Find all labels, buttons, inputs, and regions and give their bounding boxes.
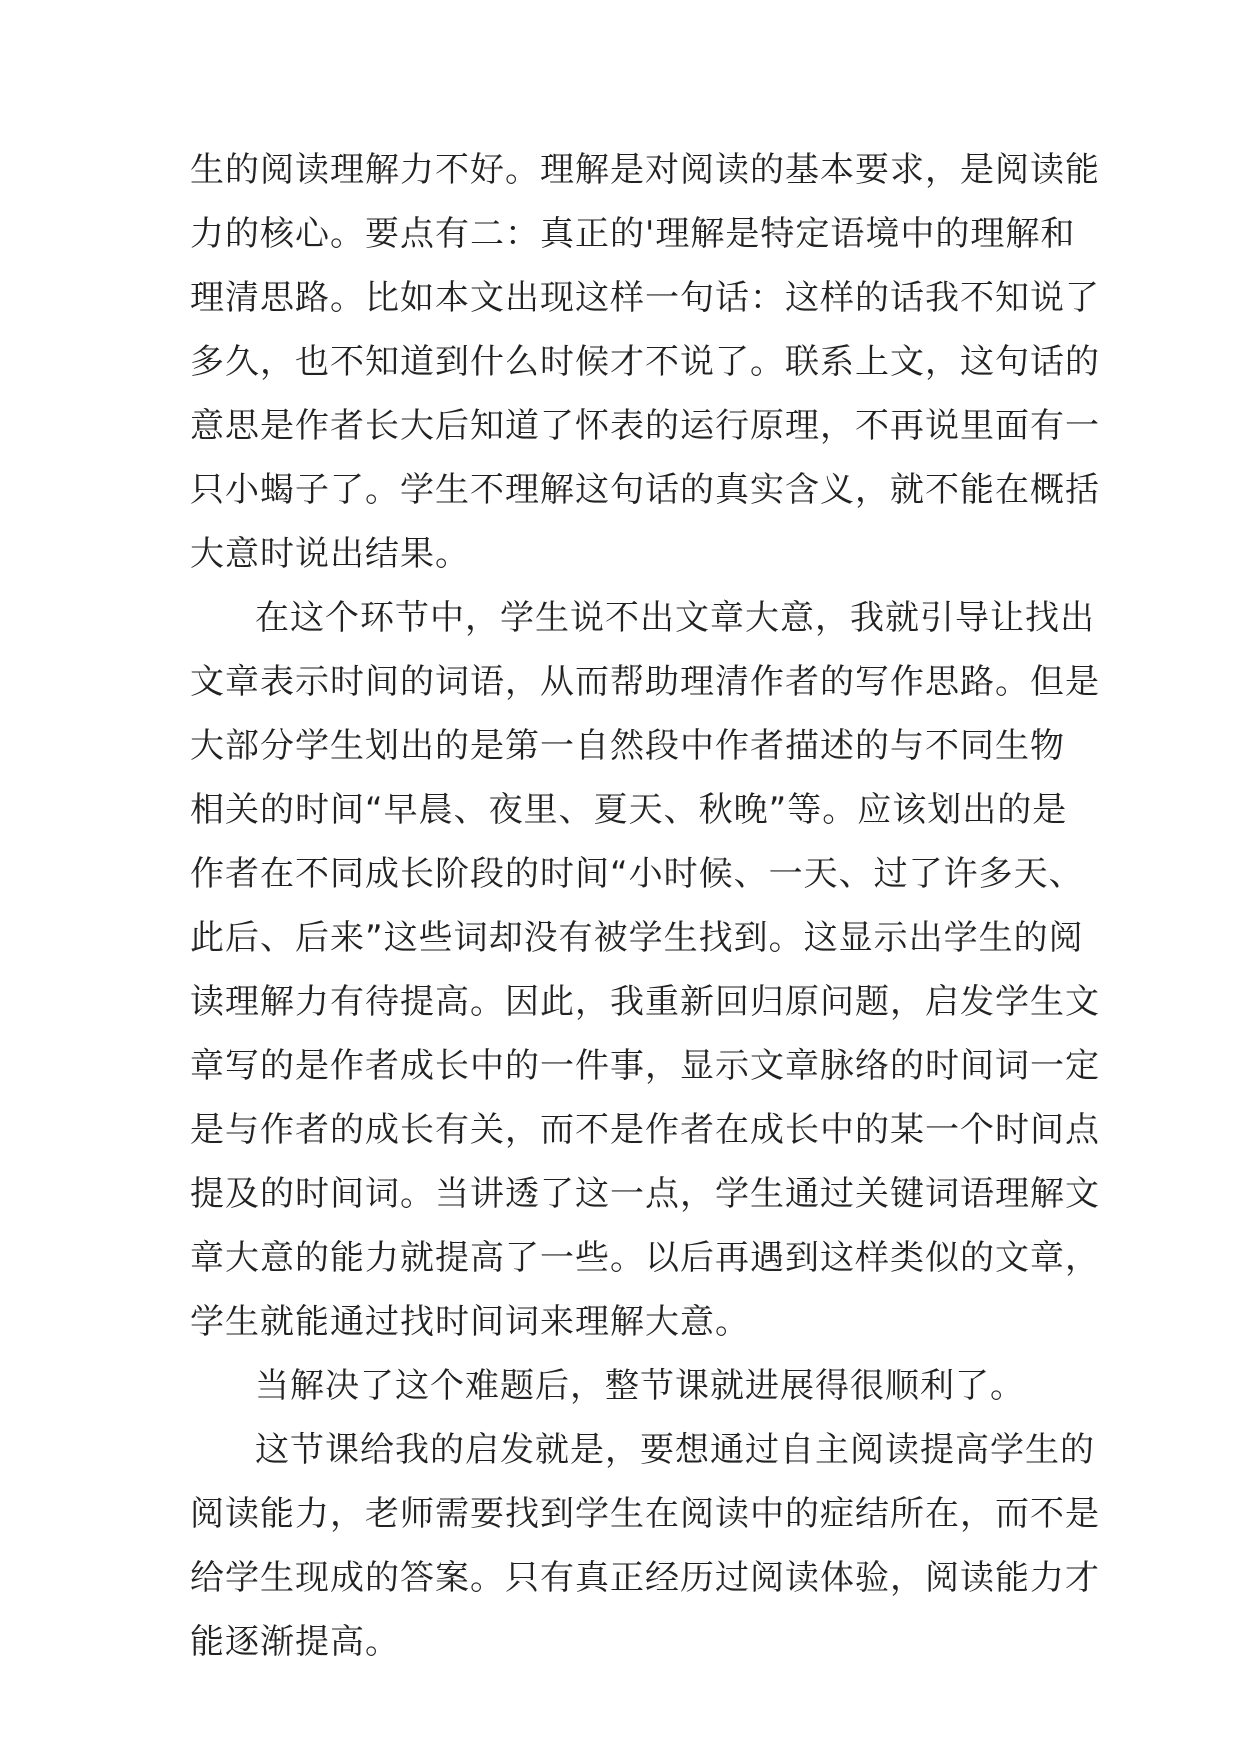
text-line: 是与作者的成长有关，而不是作者在成长中的某一个时间点 <box>190 1110 1100 1150</box>
text-line: 能逐渐提高。 <box>190 1622 400 1662</box>
text-line: 章写的是作者成长中的一件事，显示文章脉络的时间词一定 <box>190 1046 1100 1086</box>
text-line: 只小蝎子了。学生不理解这句话的真实含义，就不能在概括 <box>190 470 1100 510</box>
text-line: 力的核心。要点有二：真正的'理解是特定语境中的理解和 <box>190 214 1076 254</box>
text-line: 学生就能通过找时间词来理解大意。 <box>190 1302 750 1342</box>
text-line: 阅读能力，老师需要找到学生在阅读中的症结所在，而不是 <box>190 1494 1100 1534</box>
text-line: 理清思路。比如本文出现这样一句话：这样的话我不知说了 <box>190 278 1100 318</box>
text-line: 作者在不同成长阶段的时间“小时候、一天、过了许多天、 <box>190 854 1084 894</box>
text-line: 读理解力有待提高。因此，我重新回归原问题，启发学生文 <box>190 982 1100 1022</box>
text-line: 给学生现成的答案。只有真正经历过阅读体验，阅读能力才 <box>190 1558 1100 1598</box>
text-line: 生的阅读理解力不好。理解是对阅读的基本要求，是阅读能 <box>190 150 1100 190</box>
text-line: 文章表示时间的词语，从而帮助理清作者的写作思路。但是 <box>190 662 1100 702</box>
text-line: 章大意的能力就提高了一些。以后再遇到这样类似的文章， <box>190 1238 1100 1278</box>
text-line: 相关的时间“早晨、夜里、夏天、秋晚”等。应该划出的是 <box>190 790 1068 830</box>
paragraph-first-line: 这节课给我的启发就是，要想通过自主阅读提高学生的 <box>255 1430 1095 1470</box>
text-line: 大意时说出结果。 <box>190 534 470 574</box>
text-line: 大部分学生划出的是第一自然段中作者描述的与不同生物 <box>190 726 1065 766</box>
paragraph-first-line: 在这个环节中，学生说不出文章大意，我就引导让找出 <box>255 598 1095 638</box>
text-line: 提及的时间词。当讲透了这一点，学生通过关键词语理解文 <box>190 1174 1100 1214</box>
text-line: 此后、后来”这些词却没有被学生找到。这显示出学生的阅 <box>190 918 1084 958</box>
text-line: 多久，也不知道到什么时候才不说了。联系上文，这句话的 <box>190 342 1100 382</box>
text-line: 意思是作者长大后知道了怀表的运行原理，不再说里面有一 <box>190 406 1100 446</box>
paragraph-first-line: 当解决了这个难题后，整节课就进展得很顺利了。 <box>255 1366 1025 1406</box>
